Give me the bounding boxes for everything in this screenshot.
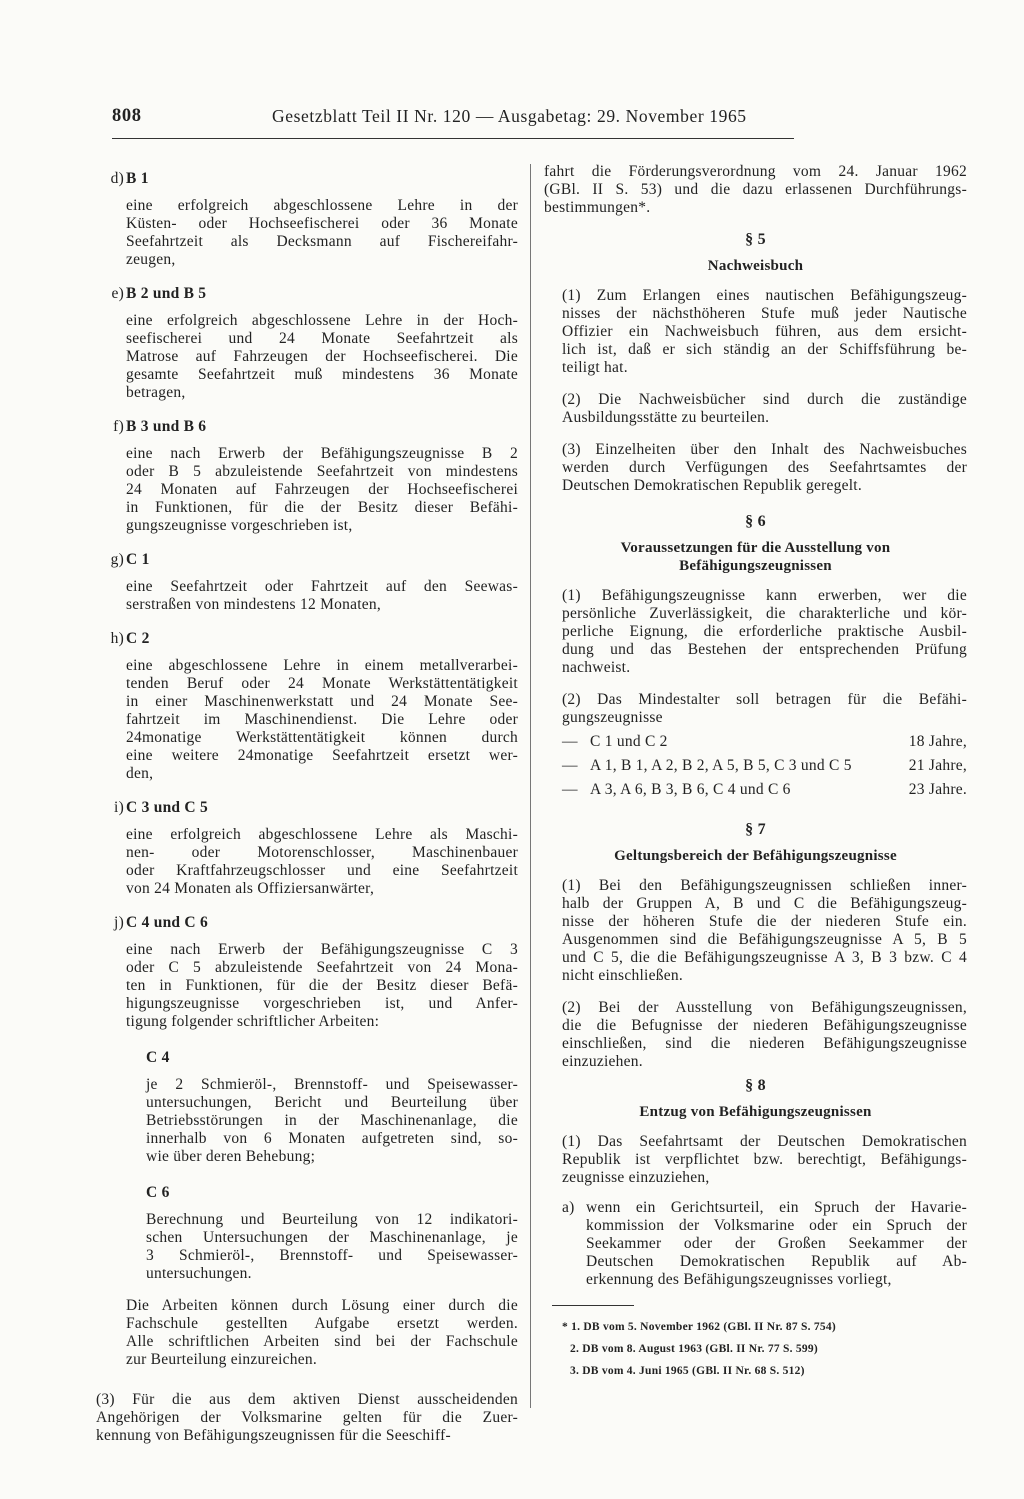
age-certificates: A 3, A 6, B 3, B 6, C 4 und C 6 [590,781,791,798]
text-line: eine erfolgreich abgeschlossene Lehre in der [126,197,518,214]
footnote-3: 3. DB vom 4. Juni 1965 (GBl. II Nr. 68 S. 512) [570,1365,805,1377]
age-dash: — [562,757,578,774]
right-column [544,163,967,1382]
section-6-para-2 [544,691,967,727]
c6-heading: C 6 [146,1184,170,1201]
text-line: perliche Eignung, die erforderliche praktische Ausbil- [562,623,967,640]
text-line: untersuchungen, Bericht und Beurteilung über [146,1094,518,1111]
section-7-para-2 [544,999,967,1071]
text-line: von 24 Monaten als Offiziersanwärter, [126,880,375,897]
text-line: eine nach Erwerb der Befähigungszeugnisse C 3 [126,941,518,958]
item-heading: C 3 und C 5 [126,799,208,816]
text-line: serstraßen von mindestens 12 Monaten, [126,596,382,613]
age-row [544,757,967,781]
text-line: Fachschule gestellten Aufgabe ersetzt werden. [126,1315,518,1332]
text-line: dung und das Bestehen der entsprechenden Prüfung [562,641,967,658]
list-item-g [96,551,518,614]
list-item-d [96,170,518,269]
text-line: gungszeugnisse vorgeschrieben ist, [126,517,353,534]
text-line: eine nach Erwerb der Befähigungszeugnisse B 2 [126,445,518,462]
text-line: Offizier ein Nachweisbuch führen, aus dem ersicht- [562,323,967,340]
text-line: zeugen, [126,251,176,268]
text-line: schen Untersuchungen der Maschinenanlage, je [146,1229,518,1246]
item-letter: a) [562,1199,575,1216]
text-line: Seekammer oder der Großen Seekammer der [586,1235,967,1252]
text-line: lich ist, daß er sich ständig an der Schiffsführung be- [562,341,967,358]
text-line: Betriebsstörungen in der Maschinenanlage, die [146,1112,518,1129]
gazette-title: Gesetzblatt Teil II Nr. 120 — Ausgabetag: 29. November 1965 [272,106,747,126]
age-dash: — [562,781,578,798]
age-certificates: C 1 und C 2 [590,733,668,750]
text-line: Angehörigen der Volksmarine gelten für die Zuer- [96,1409,518,1426]
arbeiten-paragraph [96,1297,518,1369]
footnote-1: * 1. DB vom 5. November 1962 (GBl. II Nr. 87 S. 754) [562,1321,836,1333]
text-line: Matrose auf Fahrzeugen der Hochseefischerei. Die [126,348,518,365]
item-letter: d) [110,170,124,187]
section-7-para-1 [544,877,967,985]
text-line: (2) Das Mindestalter soll betragen für die Befähi- [562,691,967,708]
item-heading: B 2 und B 5 [126,285,207,302]
text-line: werden durch Verfügungen des Seefahrtsamtes der [562,459,967,476]
text-line: gesamte Seefahrtzeit muß mindestens 36 Monate [126,366,518,383]
text-line: betragen, [126,384,186,401]
section-8-item-a [544,1199,967,1289]
text-line: tigung folgender schriftlicher Arbeiten: [126,1013,380,1030]
age-dash: — [562,733,578,750]
text-line: und C 5, die die Befähigungszeugnisse A 3, B 3 bzw. C 4 [562,949,967,966]
text-line: Berechnung und Beurteilung von 12 indikatori- [146,1211,518,1228]
text-line: nen- oder Motorenschlosser, Maschinenbauer [126,844,518,861]
text-line: (1) Befähigungszeugnisse kann erwerben, wer die [562,587,967,604]
text-line: einzuziehen. [562,1053,643,1070]
section-8-para-1 [544,1133,967,1187]
section-5-title: Nachweisbuch [707,258,804,274]
list-item-f [96,418,518,535]
c6-body [96,1211,518,1283]
text-line: (1) Zum Erlangen eines nautischen Befähigungszeug- [562,287,967,304]
text-line: halb der Gruppen A, B und C die Befähigungszeug- [562,895,967,912]
footnotes [544,1316,967,1382]
text-line: fahrt die Förderungsverordnung vom 24. Januar 1962 [544,163,967,180]
text-line: je 2 Schmieröl-, Brennstoff- und Speisewasser- [146,1076,518,1093]
column-divider [530,164,531,1408]
text-line: nisses der nächsthöheren Stufe muß jeder Nautische [562,305,967,322]
section-6-title-line-2: Befähigungszeugnissen [679,558,832,574]
text-line: 3 Schmieröl-, Brennstoff- und Speisewasser- [146,1247,518,1264]
text-line: oder Kraftfahrzeugschlosser und eine Seefahrtzeit [126,862,518,879]
item-body [96,445,518,535]
item-letter: i) [114,799,124,816]
text-line: wenn ein Gerichtsurteil, ein Spruch der Havarie- [586,1199,967,1216]
item-body [96,657,518,783]
paragraph-3-volksmarine [96,1391,518,1445]
text-line: eine erfolgreich abgeschlossene Lehre in der Hoch- [126,312,518,329]
section-7-number: § 7 [745,821,766,838]
text-line: (1) Bei den Befähigungszeugnissen schließen inner- [562,877,967,894]
text-line: oder B 5 abzuleistende Seefahrtzeit von mindestens [126,463,518,480]
item-heading: B 1 [126,170,149,187]
text-line: in Funktionen, für die der Besitz dieser Befähi- [126,499,518,516]
page-header [112,104,794,139]
section-6-title-line-1: Voraussetzungen für die Ausstellung von [620,540,891,556]
text-line: eine abgeschlossene Lehre in einem metallverarbei- [126,657,518,674]
text-line: in einer Maschinenwerkstatt und 24 Monate See- [126,693,518,710]
list-item-e [96,285,518,402]
text-line: ten in Funktionen, für die der Besitz dieser Befä- [126,977,518,994]
text-line: Alle schriftlichen Arbeiten sind bei der Fachschule [126,1333,518,1350]
text-line: (2) Bei der Ausstellung von Befähigungszeugnissen, [562,999,967,1016]
text-line: den, [126,765,154,782]
item-body [96,312,518,402]
item-body [96,826,518,898]
age-value: 23 Jahre. [908,781,967,798]
text-line: nisse der höheren Stufe die der niederen Stufe ein. [562,913,967,930]
footnote-2: 2. DB vom 8. August 1963 (GBl. II Nr. 77 S. 599) [570,1343,818,1355]
item-body [586,1199,967,1289]
text-line: (3) Für die aus dem aktiven Dienst ausscheidenden [96,1391,518,1408]
section-6-para-1 [544,587,967,677]
text-line: (GBl. II S. 53) und die dazu erlassenen Durchführungs- [544,181,967,198]
text-line: gungszeugnisse [562,709,663,726]
section-8-number: § 8 [745,1077,766,1094]
c4-heading: C 4 [146,1049,170,1066]
text-line: die die Befugnisse der niederen Befähigungszeugnisse [562,1017,967,1034]
item-letter: f) [113,418,124,435]
text-line: Ausgenommen sind die Befähigungszeugnisse A 5, B 5 [562,931,967,948]
section-5-para-2 [544,391,967,427]
text-line: eine weitere 24monatige Seefahrtzeit ersetzt wer- [126,747,518,764]
list-item-h [96,630,518,783]
item-letter: h) [110,630,124,647]
c4-body [96,1076,518,1166]
item-heading: B 3 und B 6 [126,418,207,435]
item-body [96,941,518,1031]
text-line: Republik ist verpflichtet bzw. berechtigt, Befähigungs- [562,1151,967,1168]
text-line: zeugnisse einzuziehen, [562,1169,710,1186]
item-heading: C 1 [126,551,150,568]
text-line: innerhalb von 6 Monaten aufgetreten sind, so- [146,1130,518,1147]
text-line: Die Arbeiten können durch Lösung einer durch die [126,1297,518,1314]
section-5-number: § 5 [745,231,766,248]
text-line: (3) Einzelheiten über den Inhalt des Nachweisbuches [562,441,967,458]
text-line: fahrtzeit im Maschinendienst. Die Lehre oder [126,711,518,728]
text-line: einschließen, sind die niederen Befähigungszeugnisse [562,1035,967,1052]
text-line: (2) Die Nachweisbücher sind durch die zuständige [562,391,967,408]
text-line: persönliche Zuverlässigkeit, die charakterliche und kör- [562,605,967,622]
item-heading: C 4 und C 6 [126,914,208,931]
list-item-i [96,799,518,898]
text-line: eine Seefahrtzeit oder Fahrtzeit auf den Seewas- [126,578,518,595]
text-line: nachweist. [562,659,631,676]
text-line: 24monatige Werkstättentätigkeit können durch [126,729,518,746]
text-line: teiligt hat. [562,359,628,376]
page-number: 808 [112,106,142,126]
footnote-rule [552,1305,634,1306]
text-line: oder C 5 abzuleistende Seefahrtzeit von 24 Mona- [126,959,518,976]
age-row [544,781,967,805]
continuation-paragraph [544,163,967,217]
text-line: kommission der Volksmarine oder ein Spruch der [586,1217,967,1234]
text-line: Ausbildungsstätte zu beurteilen. [562,409,770,426]
text-line: nicht einschließen. [562,967,683,984]
item-letter: g) [110,551,124,568]
age-value: 21 Jahre, [908,757,967,774]
text-line: higungszeugnisse vorgeschrieben ist, und Anfer- [126,995,518,1012]
section-5-para-3 [544,441,967,495]
text-line: 24 Monaten auf Fahrzeugen der Hochseefischerei [126,481,518,498]
text-line: wie über deren Behebung; [146,1148,316,1165]
text-line: (1) Das Seefahrtsamt der Deutschen Demokratischen [562,1133,967,1150]
item-body [96,197,518,269]
text-line: seefischerei und 24 Monate Seefahrtzeit als [126,330,518,347]
item-letter: e) [111,285,124,302]
list-item-j [96,914,518,1369]
section-6-number: § 6 [745,513,766,530]
text-line: Küsten- oder Hochseefischerei oder 36 Monate [126,215,518,232]
text-line: Deutschen Demokratischen Republik geregelt. [562,477,862,494]
section-5-para-1 [544,287,967,377]
section-7-title: Geltungsbereich der Befähigungszeugnisse [614,848,897,864]
text-line: kennung von Befähigungszeugnissen für die Seeschiff- [96,1427,451,1444]
age-value: 18 Jahre, [908,733,967,750]
text-line: untersuchungen. [146,1265,252,1282]
text-line: Seefahrtzeit als Decksmann auf Fischereifahr- [126,233,518,250]
text-line: tenden Beruf oder 24 Monate Werkstättentätigkeit [126,675,518,692]
text-line: eine erfolgreich abgeschlossene Lehre als Maschi- [126,826,518,843]
item-body [96,578,518,614]
text-line: erkennung des Befähigungszeugnisses vorliegt, [586,1271,892,1288]
item-heading: C 2 [126,630,150,647]
text-line: bestimmungen*. [544,199,651,216]
text-line: Deutschen Demokratischen Republik auf Ab- [586,1253,967,1270]
age-row [544,733,967,757]
age-certificates: A 1, B 1, A 2, B 2, A 5, B 5, C 3 und C 5 [590,757,852,774]
text-line: zur Beurteilung einzureichen. [126,1351,318,1368]
item-letter: j) [114,914,124,931]
left-column [96,170,518,1445]
section-8-title: Entzug von Befähigungszeugnissen [639,1104,872,1120]
minimum-age-list [544,733,967,805]
